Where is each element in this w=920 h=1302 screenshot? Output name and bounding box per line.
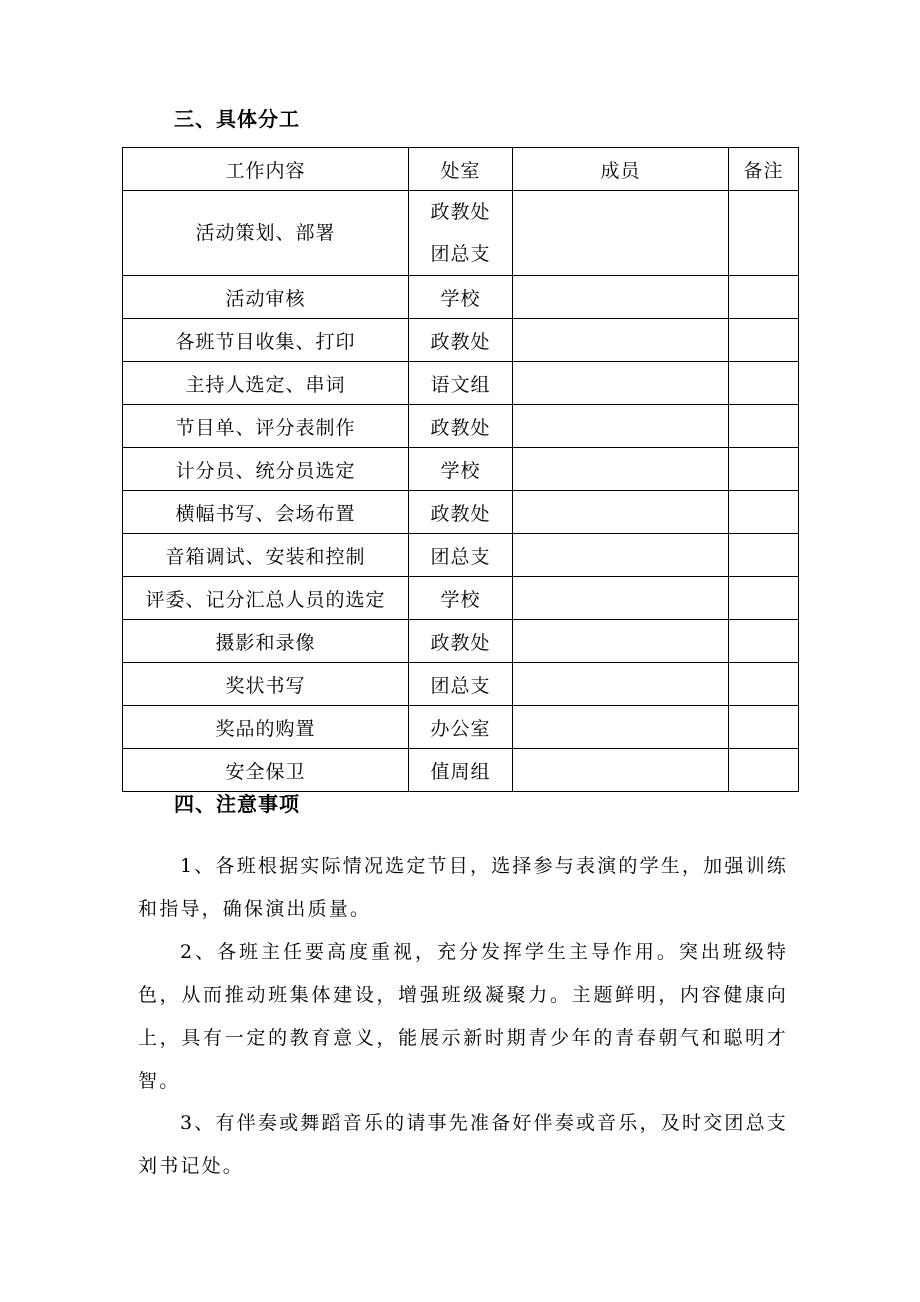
cell-members xyxy=(513,276,729,319)
cell-remarks xyxy=(729,534,799,577)
table-row xyxy=(123,405,799,448)
header-department: 处室 xyxy=(409,148,513,191)
division-table xyxy=(122,147,799,792)
cell-content: 主持人选定、串词 xyxy=(123,362,409,405)
cell-remarks xyxy=(729,577,799,620)
cell-content: 活动审核 xyxy=(123,276,409,319)
cell-content: 计分员、统分员选定 xyxy=(123,448,409,491)
cell-department: 团总支 xyxy=(409,534,513,577)
header-content: 工作内容 xyxy=(123,148,409,191)
cell-members xyxy=(513,620,729,663)
table-row xyxy=(123,706,799,749)
cell-content: 奖品的购置 xyxy=(123,706,409,749)
cell-remarks xyxy=(729,663,799,706)
table-row xyxy=(123,362,799,405)
cell-members xyxy=(513,663,729,706)
table-row xyxy=(123,620,799,663)
table-row xyxy=(123,448,799,491)
cell-content: 横幅书写、会场布置 xyxy=(123,491,409,534)
cell-department: 学校 xyxy=(409,448,513,491)
cell-members xyxy=(513,706,729,749)
cell-content: 各班节目收集、打印 xyxy=(123,319,409,362)
note-paragraph-1: 1、各班根据实际情况选定节目，选择参与表演的学生，加强训练和指导，确保演出质量。 xyxy=(138,855,788,920)
cell-remarks xyxy=(729,620,799,663)
cell-remarks xyxy=(729,749,799,792)
section-heading-notes: 四、注意事项 xyxy=(174,792,300,816)
cell-content: 摄影和录像 xyxy=(123,620,409,663)
cell-department: 学校 xyxy=(409,577,513,620)
cell-remarks xyxy=(729,319,799,362)
cell-department: 团总支 xyxy=(409,663,513,706)
cell-members xyxy=(513,534,729,577)
cell-members xyxy=(513,191,729,276)
cell-remarks xyxy=(729,491,799,534)
cell-members xyxy=(513,319,729,362)
table-row xyxy=(123,276,799,319)
table-header-row xyxy=(123,148,799,191)
cell-remarks xyxy=(729,706,799,749)
table-row xyxy=(123,577,799,620)
table-row xyxy=(123,191,799,276)
cell-remarks xyxy=(729,362,799,405)
cell-members xyxy=(513,749,729,792)
cell-department: 语文组 xyxy=(409,362,513,405)
cell-remarks xyxy=(729,276,799,319)
cell-content: 奖状书写 xyxy=(123,663,409,706)
cell-department: 学校 xyxy=(409,276,513,319)
table-row xyxy=(123,319,799,362)
cell-remarks xyxy=(729,448,799,491)
cell-remarks xyxy=(729,191,799,276)
cell-content: 评委、记分汇总人员的选定 xyxy=(123,577,409,620)
cell-members xyxy=(513,577,729,620)
note-paragraph-3: 3、有伴奏或舞蹈音乐的请事先准备好伴奏或音乐，及时交团总支刘书记处。 xyxy=(138,1112,788,1177)
section-heading-division: 三、具体分工 xyxy=(174,107,300,131)
department-line: 政教处 xyxy=(430,201,491,223)
table-row xyxy=(123,663,799,706)
header-members: 成员 xyxy=(513,148,729,191)
cell-members xyxy=(513,362,729,405)
cell-department: 值周组 xyxy=(409,749,513,792)
table-row xyxy=(123,749,799,792)
cell-members xyxy=(513,405,729,448)
cell-department: 政教处 xyxy=(409,405,513,448)
cell-content: 音箱调试、安装和控制 xyxy=(123,534,409,577)
cell-content: 节目单、评分表制作 xyxy=(123,405,409,448)
department-line: 团总支 xyxy=(430,243,491,265)
header-remarks: 备注 xyxy=(729,148,799,191)
cell-department: 政教处 xyxy=(409,319,513,362)
cell-members xyxy=(513,491,729,534)
cell-department: 政教处 xyxy=(409,620,513,663)
note-paragraph-2: 2、各班主任要高度重视，充分发挥学生主导作用。突出班级特色，从而推动班集体建设，增强班级凝聚力。主题鲜明，内容健康向上，具有一定的教育意义，能展示新时期青少年的青春朝气和聪明才智。 xyxy=(138,941,788,1092)
cell-members xyxy=(513,448,729,491)
cell-department: 政教处 xyxy=(409,491,513,534)
cell-content: 活动策划、部署 xyxy=(123,191,409,276)
cell-content: 安全保卫 xyxy=(123,749,409,792)
table-row xyxy=(123,534,799,577)
table-row xyxy=(123,491,799,534)
cell-department xyxy=(409,191,513,276)
cell-remarks xyxy=(729,405,799,448)
cell-department: 办公室 xyxy=(409,706,513,749)
